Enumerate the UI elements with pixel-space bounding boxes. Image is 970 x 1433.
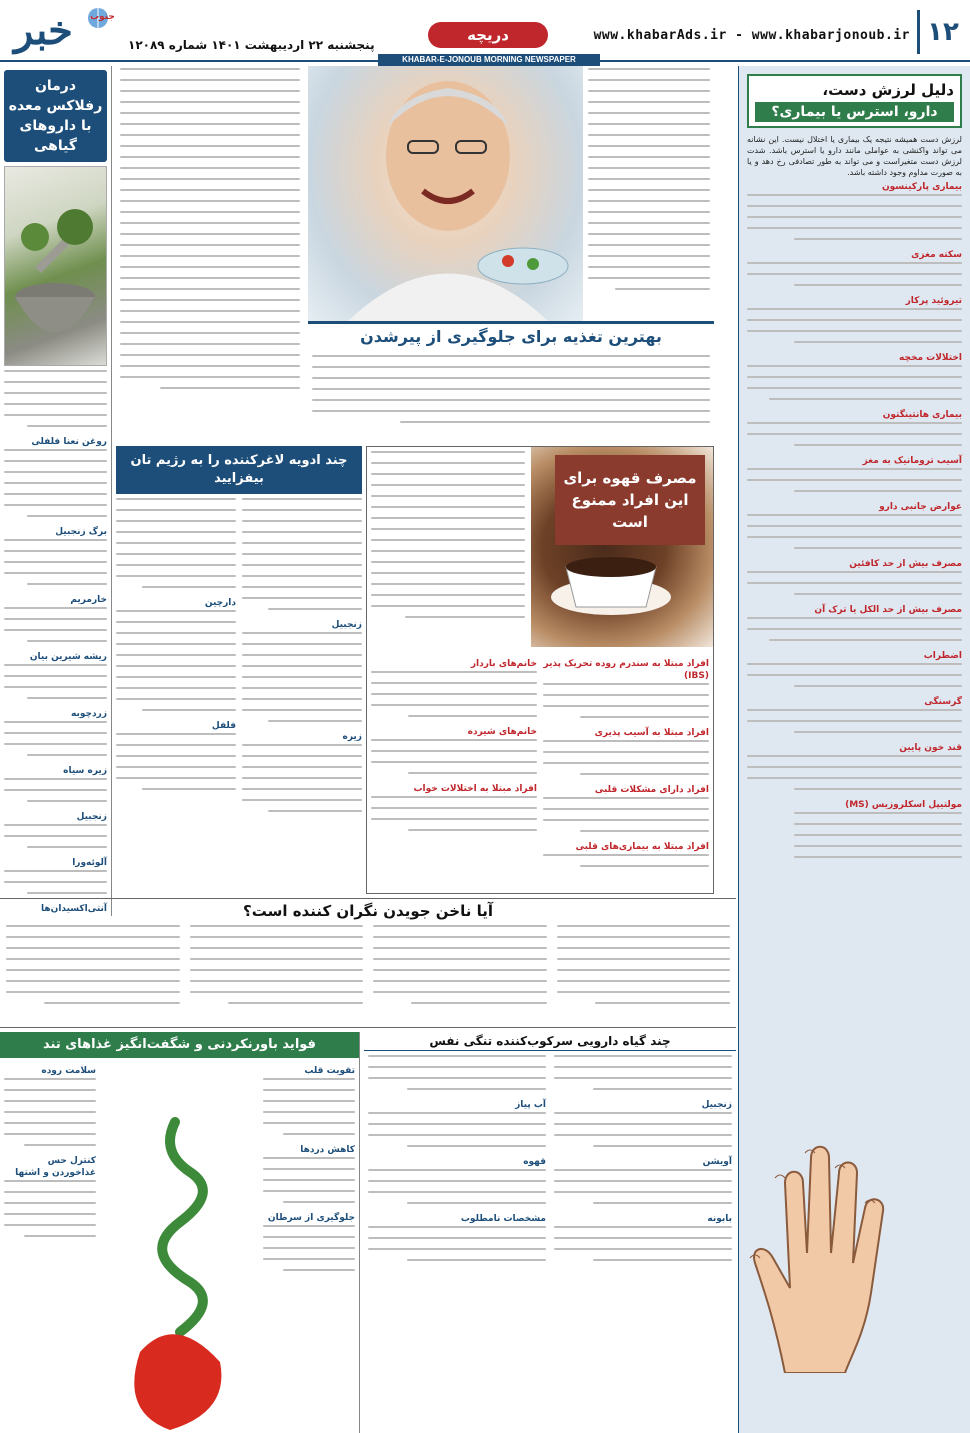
tremor-subhead: اختلالات مخچه: [899, 353, 962, 363]
spicy-subhead: سلامت روده: [41, 1066, 96, 1076]
nails-title: آیا ناخن جویدن نگران کننده است؟: [243, 902, 493, 920]
tremor-subhead: بیماری پارکینسون: [881, 182, 962, 192]
diet-title: چند ادویه لاغرکننده را به رژیم تان بیفزایید: [116, 446, 362, 494]
spicy-subhead: کنترل حس غذاخوردن و اشتها: [15, 1156, 96, 1178]
article-herbal-reflux: [0, 66, 112, 916]
breath-subhead: قهوه: [523, 1157, 546, 1167]
article-nail-biting: [0, 898, 736, 1028]
herbal-subhead: آنتی‌اکسیدان‌ها: [41, 904, 107, 914]
breath-title: چند گیاه دارویی سرکوب‌کننده تنگی نفس: [364, 1032, 736, 1051]
mortar-icon: [5, 167, 107, 367]
tremor-subhead: قند خون پایین: [899, 743, 962, 753]
herbal-subhead: آلوئه‌ورا: [72, 858, 107, 868]
herbal-subhead: روغن نعنا فلفلی: [31, 437, 107, 447]
issue-date: پنجشنبه ۲۲ اردیبهشت ۱۴۰۱ شماره ۱۲۰۸۹: [128, 38, 375, 52]
breath-subhead: آب پیاز: [515, 1100, 546, 1110]
herbal-subhead: زردچوبه: [71, 709, 107, 719]
coffee-subhead: خانم‌های شیرده: [467, 727, 537, 737]
coffee-subhead: افراد مبتلا به آسیب پذیری: [594, 728, 709, 738]
coffee-subhead: افراد دارای مشکلات قلبی: [594, 785, 709, 795]
coffee-subhead: افراد مبتلا به سندرم روده تحریک پذیر (IBS): [543, 659, 709, 681]
article-spicy-foods: [0, 1032, 360, 1433]
coffee-subhead: خانم‌های باردار: [470, 659, 537, 669]
tremor-subhead: گرسنگی: [924, 697, 962, 707]
tremor-subhead: مصرف بیش از حد کافئین: [849, 559, 962, 569]
elderly-man-photo: [308, 66, 583, 321]
tremor-intro: لرزش دست همیشه نتیجه یک بیماری یا اختلال نیست. این نشانه می تواند واکنشی به عواملی مانند دارو یا استرس باشد. شدت لرزش دست متغیراست و می تواند به طور تصادفی رخ دهد و یا به صورت مداوم وجود داشته باشد.: [747, 135, 962, 177]
tremor-subhead: اضطراب: [923, 651, 962, 661]
tremor-subhead: بیماری هانتینگتون: [882, 410, 962, 420]
breath-subhead: بابونه: [707, 1214, 732, 1224]
page-number: ۱۲: [924, 14, 962, 50]
coffee-subhead: افراد مبتلا به بیماری‌های قلبی: [575, 842, 709, 852]
coffee-subhead: افراد مبتلا به اختلالات خواب: [413, 784, 537, 794]
tremor-title: [747, 74, 962, 128]
herbal-subhead: ریشه شیرین بیان: [29, 652, 107, 662]
newspaper-banner: KHABAR-E-JONOUB MORNING NEWSPAPER: [378, 54, 600, 66]
chili-pepper-icon: [100, 1112, 250, 1432]
herbal-title: درمان رفلاکس معده با داروهای گیاهی: [4, 70, 107, 162]
article-breath-herbs: [364, 1032, 736, 1433]
herbal-subhead: برگ زنجبیل: [55, 527, 107, 537]
diet-subhead: زیره: [342, 732, 362, 742]
spicy-subhead: جلوگیری از سرطان: [267, 1213, 355, 1223]
newspaper-logo: [6, 4, 118, 58]
spicy-subhead: کاهش دردها: [300, 1145, 355, 1155]
diet-subhead: دارچین: [204, 598, 236, 608]
spicy-title: فواید باورنکردنی و شگفت‌انگیز غذاهای تند: [0, 1032, 359, 1058]
coffee-title: مصرف قهوه برای این افراد ممنوع است: [555, 455, 705, 545]
breath-subhead: زنجبیل: [701, 1100, 732, 1110]
herbal-subhead: زیره سیاه: [63, 766, 107, 776]
site-urls[interactable]: www.khabarAds.ir - www.khabarjonoub.ir: [593, 28, 910, 43]
herbal-subhead: خارمریم: [70, 595, 107, 605]
tremor-subhead: مصرف بیش از حد الکل یا ترک آن: [814, 605, 962, 615]
herbal-subhead: زنجبیل: [76, 812, 107, 822]
herbs-photo: [4, 166, 107, 366]
logo-subtext: جنوب: [90, 12, 115, 22]
tremor-subhead: تیروئید پرکار: [905, 296, 962, 306]
elderly-man-illustration: [308, 66, 583, 321]
diet-subhead: زنجبیل: [331, 620, 362, 630]
tremor-subhead: مولتیپل اسکلروزیس (MS): [845, 800, 962, 810]
tremor-subhead: آسیب ترومانیک به مغز: [862, 456, 962, 466]
article-hand-tremor: [738, 66, 970, 1433]
article-coffee-warning: [366, 446, 714, 894]
article-elder-nutrition: [116, 66, 714, 436]
article-diet-spices: [116, 446, 362, 894]
breath-subhead: آویشن: [702, 1157, 732, 1167]
diet-subhead: فلفل: [211, 721, 236, 731]
tremor-subhead: سکته مغزی: [911, 250, 962, 260]
tremor-subhead: عوارض جانبی دارو: [879, 502, 962, 512]
elder-title: بهترین تغذیه برای جلوگیری از پیرشدن: [308, 321, 714, 349]
hand-icon: [745, 1123, 895, 1373]
masthead: [0, 0, 970, 62]
breath-subhead: مشخصات نامطلوب: [460, 1214, 546, 1224]
spicy-subhead: تقویت قلب: [304, 1066, 355, 1076]
logo-text: خبر: [14, 7, 73, 54]
page-number-divider: [917, 10, 920, 54]
section-tab: دریچه: [428, 22, 548, 48]
tremor-title-line2: دارو، استرس یا بیماری؟: [755, 102, 954, 122]
tremor-title-line1: دلیل لرزش دست،: [822, 81, 954, 99]
